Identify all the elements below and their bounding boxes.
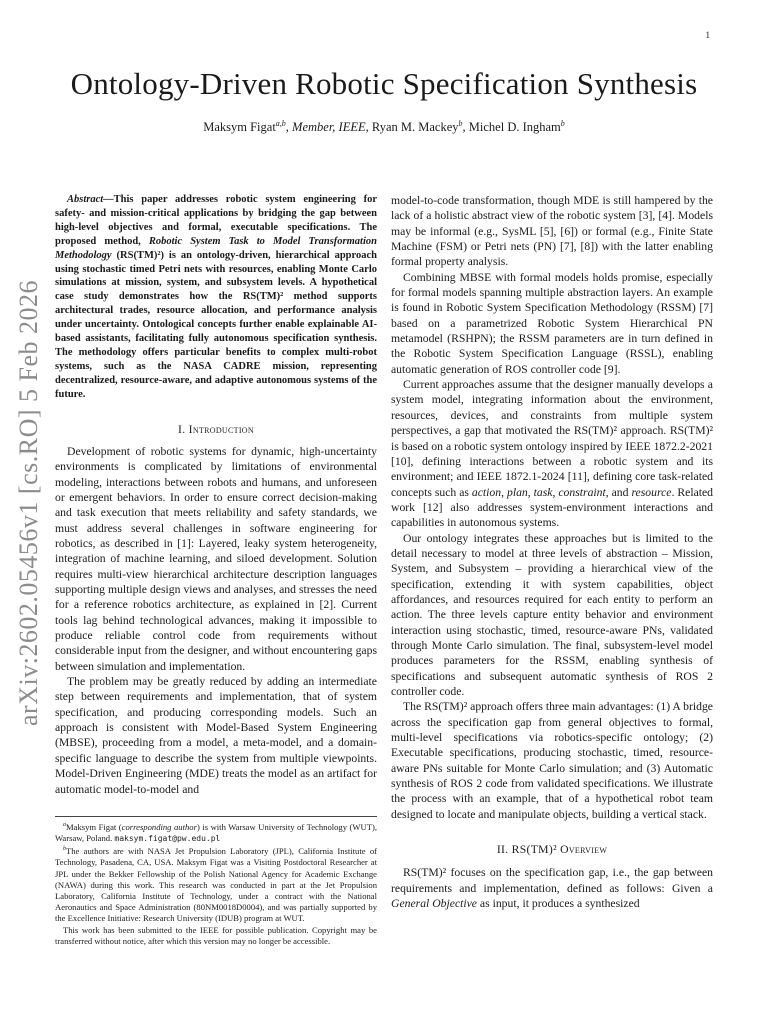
- footnote-a-italic: corresponding author: [121, 821, 197, 832]
- term-action: action: [471, 485, 502, 499]
- abstract-label: Abstract—: [67, 194, 114, 205]
- footnotes: [55, 816, 377, 947]
- intro-paragraph-4-text-b: . Related work [12] also addresses system-environment interactions and capabilities in autonomous systems.: [391, 485, 714, 530]
- page-number: 1: [705, 30, 710, 40]
- author-figat-role: Member, IEEE: [292, 120, 366, 135]
- footnote-a-text-2: ) is with Warsaw University of Technology (WUT), Warsaw, Poland.: [55, 821, 377, 844]
- footnote-a-marker: a: [63, 822, 66, 828]
- intro-paragraph-4-text-a: Current approaches assume that the designer manually develops a system model, integrating information about the environment, resources, devices, and constraints from multiple system perspectives, a gap that motivated the RS(TM)² approach. RS(TM)² is based on a robotic system ontology inspired by IEEE 1872.2-2021 [10], defining interactions between a robotic system and its environment; and IEEE 1872.1-2024 [11], defining core task-related concepts such as: [391, 378, 713, 499]
- intro-paragraph-2: The problem may be greatly reduced by adding an intermediate step between requirements and implementation, that of system specification, and producing corresponding models. Such an approach is consistent with Model-Based System Engineering (MBSE), proceeding from a model, a meta-model, and a domain-specific language to describe the system from multiple viewpoints. Model-Driven Engineering (MDE) treats the model as an artifact for automatic model-to-model and: [55, 675, 377, 796]
- intro-paragraph-4: Current approaches assume that the designer manually develops a system model, integrating information about the environment, resources, devices, and constraints from multiple system perspectives, a gap that motivated the RS(TM)² approach. RS(TM)² is based on a robotic system ontology inspired by IEEE 1872.2-2021 [10], defining interactions between a robotic system and its environment; and IEEE 1872.1-2024 [11], defining core task-related concepts such as action, plan, task, constraint, and resource. Related work [12] also addresses system-environment interactions and capabilities in autonomous systems.: [391, 378, 714, 530]
- term-constraint: constraint: [558, 485, 606, 499]
- abstract-text-1: This paper addresses robotic system engineering for safety- and mission-critical applications by bridging the gap between high-level objectives and formal, executable specifications. The proposed method,: [55, 194, 377, 247]
- paper-title: Ontology-Driven Robotic Specification Synthesis: [70, 66, 698, 101]
- intro-paragraph-1: Development of robotic systems for dynamic, high-uncertainty environments is complicated by limitations of environmental modeling, interactions between robots and humans, and unforeseen or emergent behaviors. In order to ensure correct decision-making and task execution that meets reliability and safety standards, we must address several challenges in software engineering for robotics, as described in [1]: Layered, leaky system heterogeneity, integration of machine learning, and siloed development. Solution requires multi-view hierarchical architecture description languages supporting multiple design views and analyses, and stresses the need for a reference robotics architecture, as explained in [2]. Current tools lag behind technological advances, making it impossible to produce reliable control code from requirements without considerable input from the designer, and without encountering gaps between simulation and implementation.: [55, 444, 377, 673]
- arxiv-side-stamp: [6, 268, 52, 738]
- abstract-text-2: (RS(TM)²) is an ontology-driven, hierarchical approach using stochastic timed Petri nets with resources, enabling Monte Carlo simulations at mission, system, and subsystem levels. A hypothetical case study demonstrates how the RS(TM)² method supports architectural trades, resource allocation, and performance analysis under uncertainty. Ontological concepts further enable explainable AI-based assistants, facilitating fully autonomous specification synthesis. The methodology offers particular benefits to complex multi-robot systems, such as the NASA CADRE mission, representing decentralized, resource-aware, and adaptive autonomous systems of the future.: [55, 249, 377, 400]
- arxiv-identifier: arXiv:2602.05456v1 [cs.RO] 5 Feb 2026: [14, 279, 44, 727]
- author-line: Maksym Figat$^{a,b}$, Member, IEEE, Ryan M. Mackey$^b$, Michel D. Ingham$^b$: [203, 119, 565, 135]
- overview-text-b: as input, it produces a synthesized: [477, 897, 640, 911]
- footnote-b-marker: b: [63, 846, 66, 853]
- author-mackey-affil: b: [458, 119, 463, 128]
- intro-paragraph-2-continued: model-to-code transformation, though MDE is still hampered by the lack of a holistic abstract view of the robotic system [3], [4]. Models may be informal (e.g., SysML [5], [6]) or formal (e.g., Finite State Machine (FSM) or Petri nets (PN) [7], [8]) with the latter enabling formal property analysis.: [391, 194, 713, 269]
- intro-paragraph-6: The RS(TM)² approach offers three main advantages: (1) A bridge across the specification gap from general objectives to formal, multi-level specifications via robotics-specific ontology; (2) Executable specifications, producing stochastic, timed, resource-aware PNs suitable for Monte Carlo simulation; and (3) Automatic synthesis of ROS 2 code from validated specifications. We illustrate the process with an example, that of a hypothetical robot team designed to locate and manipulate objects, building a vertical stack.: [391, 700, 713, 821]
- right-column: [391, 193, 713, 911]
- intro-paragraph-5: Our ontology integrates these approaches but is limited to the detail necessary to model at three levels of abstraction – Mission, System, and Subsystem – providing a hierarchical view of the specification, extending it with system capabilities, object affordances, and resources required for each entity to perform an action. The three levels capture entity behavior and environment interaction using stochastic, timed, resource-aware PNs, validated through Monte Carlo simulation. The final, subsystem-level model produces parameters for the RSSM, enabling synthesis of specifications and subsequent automatic synthesis of ROS 2 controller code.: [391, 531, 713, 698]
- term-task: task: [533, 485, 553, 499]
- footnote-a-email[interactable]: maksym.figat@pw.edu.pl: [114, 834, 221, 844]
- term-plan: plan: [506, 485, 528, 499]
- footnote-b: [55, 844, 377, 924]
- footnote-submission: This work has been submitted to the IEEE for possible publication. Copyright may be transferred without notice, after which this version may no longer be accessible.: [55, 924, 377, 946]
- term-general-objective: General Objective: [391, 897, 477, 911]
- abstract-method-name: Robotic System Task to Model Transformation Methodology: [55, 235, 377, 261]
- footnote-a: [55, 820, 377, 844]
- author-mackey: Ryan M. Mackey: [371, 120, 459, 135]
- overview-text-a: RS(TM)² focuses on the specification gap, i.e., the gap between requirements and implementation, defined as follows: Given a: [391, 866, 713, 895]
- section-1-heading: I. Introduction: [178, 422, 254, 436]
- term-resource: resource: [631, 485, 672, 499]
- footnote-b-text: The authors are with NASA Jet Propulsion Laboratory (JPL), California Institute of Technology, Pasadena, CA, USA. Maksym Figat was a Visiting Postdoctoral Researcher at JPL under the Bekker Fellowship of the Polish National Agency for Academic Exchange (NAWA) during this work. This research was conducted in part at the Jet Propulsion Laboratory, California Institute of Technology, under a contract with the National Aeronautics and Space Administration (80NM0018D0004), and was partially supported by the Excellence Initiative: Research University (IDUB) program at WUT.: [55, 846, 377, 924]
- author-ingham: Michel D. Ingham: [468, 120, 561, 135]
- intro-paragraph-3: Combining MBSE with formal models holds promise, especially for formal models spanning multiple abstraction layers. An example is found in Robotic System Specification Methodology (RSSM) [7] based on a parametrized Robotic System Hierarchical PN metamodel (RSHPN); the RSSM parameters are in turn defined in the Robotic System Specification Language (RSSL), enabling automatic generation of ROS controller code [9].: [391, 270, 713, 376]
- section-2-heading: II. RS(TM)² Overview: [496, 843, 608, 857]
- author-figat-affil: a,b: [275, 119, 286, 128]
- footnote-a-text-1: Maksym Figat (: [66, 821, 122, 832]
- abstract: [55, 193, 377, 402]
- author-figat: Maksym Figat: [203, 120, 276, 135]
- author-ingham-affil: b: [560, 119, 565, 128]
- overview-paragraph-1: [391, 865, 713, 911]
- left-column: [55, 193, 377, 797]
